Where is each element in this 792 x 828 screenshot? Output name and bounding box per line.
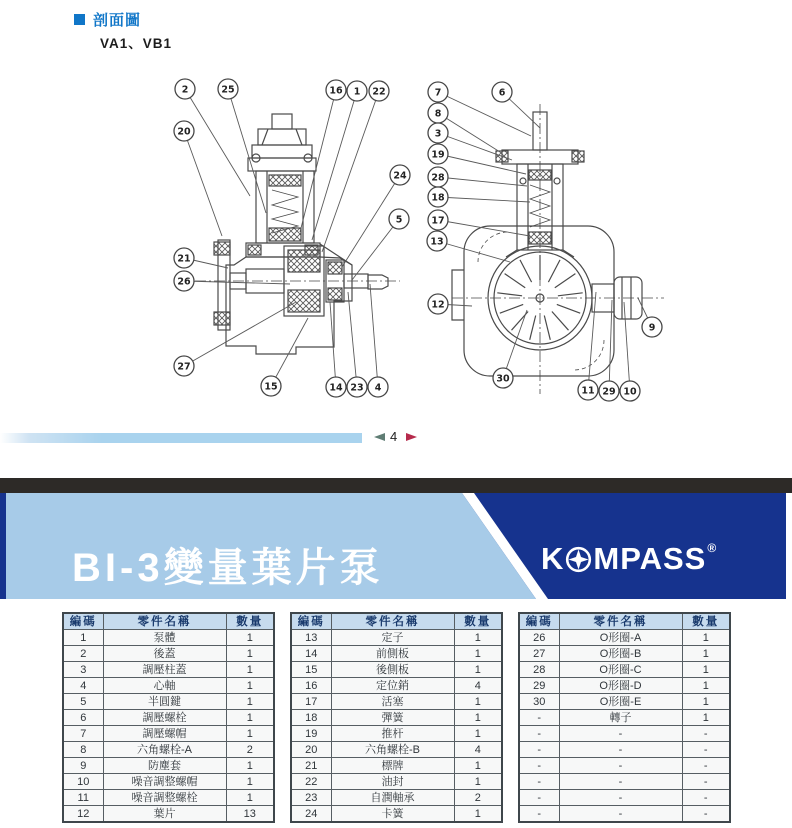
leader-line xyxy=(503,310,527,378)
column-header: 數量 xyxy=(226,613,274,630)
callout-number: 11 xyxy=(581,385,595,397)
table-row xyxy=(519,630,730,646)
table-cell: 1 xyxy=(682,646,730,662)
leader-line xyxy=(438,220,530,236)
table-cell: 調壓螺栓 xyxy=(103,710,226,726)
vane-slot xyxy=(520,260,532,282)
table-cell: 17 xyxy=(291,694,331,710)
table-cell: 1 xyxy=(454,710,502,726)
table-cell: 調壓螺帽 xyxy=(103,726,226,742)
table-row xyxy=(63,662,274,678)
callout-number: 1 xyxy=(353,86,361,98)
model-subtitle: VA1、VB1 xyxy=(100,36,173,51)
table-row xyxy=(519,774,730,790)
leader-line xyxy=(322,91,379,252)
table-cell: 1 xyxy=(226,710,274,726)
prev-page-icon[interactable] xyxy=(374,433,385,441)
table-row xyxy=(291,726,502,742)
table-cell: 6 xyxy=(63,710,103,726)
table-row xyxy=(63,806,274,823)
brand-text-mpass: MPASS xyxy=(593,541,707,576)
table-cell: 後蓋 xyxy=(103,646,226,662)
callout-number: 14 xyxy=(329,382,343,394)
leader-line xyxy=(437,241,510,262)
vane-slot xyxy=(530,316,536,340)
table-row xyxy=(63,710,274,726)
callout-number: 20 xyxy=(177,126,191,138)
section-divider xyxy=(0,478,792,493)
table-row xyxy=(519,790,730,806)
table-cell: 1 xyxy=(682,662,730,678)
table-row xyxy=(291,710,502,726)
table-row xyxy=(291,630,502,646)
callout-number: 9 xyxy=(648,322,656,334)
table-cell: 20 xyxy=(291,742,331,758)
table-row xyxy=(63,790,274,806)
table-cell: - xyxy=(519,710,559,726)
table-row xyxy=(519,646,730,662)
table-cell: - xyxy=(519,790,559,806)
table-cell: 10 xyxy=(63,774,103,790)
column-header: 零件名稱 xyxy=(331,613,454,630)
table-cell: 4 xyxy=(454,742,502,758)
table-cell: - xyxy=(559,726,682,742)
table-cell: 4 xyxy=(454,678,502,694)
leader-line xyxy=(438,177,527,186)
table-row xyxy=(63,630,274,646)
table-cell: O形圈-E xyxy=(559,694,682,710)
table-cell: 21 xyxy=(291,758,331,774)
callout-number: 19 xyxy=(431,149,445,161)
table-cell: 1 xyxy=(454,646,502,662)
vane-slot xyxy=(555,274,576,288)
table-cell: 19 xyxy=(291,726,331,742)
table-cell: 1 xyxy=(63,630,103,646)
model-title: BI-3變量葉片泵 xyxy=(72,546,384,590)
callout-number: 30 xyxy=(496,373,510,385)
table-row xyxy=(63,678,274,694)
table-cell: 彈簧 xyxy=(331,710,454,726)
table-row xyxy=(291,806,502,823)
table-cell: 噪音調整螺帽 xyxy=(103,774,226,790)
table-cell: - xyxy=(559,774,682,790)
callout-number: 17 xyxy=(431,215,445,227)
table-cell: 15 xyxy=(291,662,331,678)
table-cell: - xyxy=(682,774,730,790)
table-cell: O形圈-D xyxy=(559,678,682,694)
table-cell: 26 xyxy=(519,630,559,646)
callout-number: 29 xyxy=(602,386,616,398)
table-cell: 1 xyxy=(226,646,274,662)
callout-number: 24 xyxy=(393,170,407,182)
callout-number: 16 xyxy=(329,85,343,97)
table-row xyxy=(291,694,502,710)
table-row xyxy=(291,646,502,662)
vane-slot xyxy=(497,293,522,296)
leader-line xyxy=(330,302,336,387)
table-row xyxy=(519,758,730,774)
table-cell: 1 xyxy=(454,806,502,823)
compass-icon xyxy=(565,546,592,573)
callout-number: 12 xyxy=(431,299,445,311)
table-row xyxy=(63,758,274,774)
table-row xyxy=(519,662,730,678)
table-cell: - xyxy=(559,758,682,774)
table-cell: 7 xyxy=(63,726,103,742)
table-cell: 1 xyxy=(682,630,730,646)
table-cell: - xyxy=(559,806,682,823)
table-row xyxy=(291,774,502,790)
parts-table-2 xyxy=(290,612,503,823)
table-cell: 1 xyxy=(226,758,274,774)
header-row xyxy=(291,613,502,630)
table-cell: - xyxy=(519,758,559,774)
table-row xyxy=(519,678,730,694)
header-row xyxy=(519,613,730,630)
table-cell: 4 xyxy=(63,678,103,694)
table-cell: 1 xyxy=(226,790,274,806)
table-cell: 半圓鍵 xyxy=(103,694,226,710)
callout-number: 2 xyxy=(181,84,189,96)
callout-number: 8 xyxy=(434,108,442,120)
table-cell: 前側板 xyxy=(331,646,454,662)
callout-number: 7 xyxy=(434,87,442,99)
table-cell: 27 xyxy=(519,646,559,662)
section-title: 剖面圖 xyxy=(93,12,142,29)
table-cell: - xyxy=(559,790,682,806)
callout-number: 3 xyxy=(434,128,442,140)
table-cell: 16 xyxy=(291,678,331,694)
table-row xyxy=(63,774,274,790)
table-row xyxy=(63,694,274,710)
table-row xyxy=(291,790,502,806)
table-cell: 8 xyxy=(63,742,103,758)
table-cell: 1 xyxy=(226,774,274,790)
table-cell: 5 xyxy=(63,694,103,710)
table-cell: 油封 xyxy=(331,774,454,790)
table-cell: 29 xyxy=(519,678,559,694)
table-cell: - xyxy=(682,790,730,806)
leader-line xyxy=(370,284,378,387)
leader-line xyxy=(184,281,290,284)
table-row xyxy=(519,806,730,823)
callout-number: 28 xyxy=(431,172,445,184)
table-cell: 12 xyxy=(63,806,103,823)
table-cell: - xyxy=(559,742,682,758)
parts-table-1 xyxy=(62,612,275,823)
table-cell: 心軸 xyxy=(103,678,226,694)
column-header: 編碼 xyxy=(291,613,331,630)
leader-line xyxy=(184,131,222,236)
callout-number: 21 xyxy=(177,253,191,265)
leader-line xyxy=(184,302,296,366)
column-header: 編碼 xyxy=(63,613,103,630)
table-row xyxy=(63,646,274,662)
table-row xyxy=(519,694,730,710)
callout-number: 23 xyxy=(350,382,364,394)
table-cell: 1 xyxy=(226,662,274,678)
vane-slot xyxy=(548,260,560,282)
table-cell: 後側板 xyxy=(331,662,454,678)
table-cell: 推杆 xyxy=(331,726,454,742)
leader-line xyxy=(185,89,250,196)
table-cell: 轉子 xyxy=(559,710,682,726)
table-cell: 1 xyxy=(226,630,274,646)
brand-text-k: K xyxy=(541,541,565,576)
table-cell: 18 xyxy=(291,710,331,726)
vane-slot xyxy=(500,304,523,313)
table-cell: 1 xyxy=(454,774,502,790)
callout-number: 18 xyxy=(431,192,445,204)
table-cell: 11 xyxy=(63,790,103,806)
brand-logo xyxy=(541,541,716,577)
table-cell: 六角螺栓-A xyxy=(103,742,226,758)
table-row xyxy=(63,742,274,758)
callout-number: 5 xyxy=(395,214,403,226)
table-cell: - xyxy=(519,742,559,758)
column-header: 零件名稱 xyxy=(559,613,682,630)
leader-line xyxy=(438,197,530,202)
table-cell: 自潤軸承 xyxy=(331,790,454,806)
table-cell: 1 xyxy=(454,694,502,710)
column-header: 數量 xyxy=(682,613,730,630)
table-cell: 28 xyxy=(519,662,559,678)
next-page-icon[interactable] xyxy=(406,433,417,441)
table-cell: 2 xyxy=(226,742,274,758)
table-cell: - xyxy=(519,774,559,790)
table-cell: 23 xyxy=(291,790,331,806)
vane-slot xyxy=(552,312,569,331)
table-cell: 1 xyxy=(226,694,274,710)
table-cell: 防塵套 xyxy=(103,758,226,774)
table-cell: 1 xyxy=(454,726,502,742)
table-cell: 13 xyxy=(291,630,331,646)
table-cell: 24 xyxy=(291,806,331,823)
vane-slot xyxy=(557,304,580,313)
leader-line xyxy=(438,133,512,160)
vane-slot xyxy=(558,293,583,296)
table-cell: 定子 xyxy=(331,630,454,646)
table-row xyxy=(291,742,502,758)
leader-line xyxy=(352,219,399,280)
vane-slot xyxy=(544,316,550,340)
table-cell: 定位銷 xyxy=(331,678,454,694)
table-row xyxy=(519,742,730,758)
table-cell: 六角螺栓-B xyxy=(331,742,454,758)
table-row xyxy=(291,758,502,774)
table-cell: - xyxy=(682,742,730,758)
leader-line xyxy=(609,300,612,391)
table-row xyxy=(519,710,730,726)
table-cell: 1 xyxy=(682,710,730,726)
table-row xyxy=(519,726,730,742)
column-header: 數量 xyxy=(454,613,502,630)
left-diagram xyxy=(176,114,400,354)
callout-number: 15 xyxy=(264,381,278,393)
vane-slot xyxy=(505,274,526,288)
callout-number: 13 xyxy=(430,236,444,248)
registered-mark: ® xyxy=(707,541,718,555)
leader-line xyxy=(271,318,308,386)
leader-line xyxy=(228,89,266,213)
table-cell: 1 xyxy=(454,662,502,678)
table-cell: 標牌 xyxy=(331,758,454,774)
table-row xyxy=(291,678,502,694)
table-cell: - xyxy=(682,726,730,742)
callout-number: 27 xyxy=(177,361,191,373)
table-cell: O形圈-A xyxy=(559,630,682,646)
table-cell: 葉片 xyxy=(103,806,226,823)
callout-number: 4 xyxy=(374,382,382,394)
table-cell: 30 xyxy=(519,694,559,710)
header-row xyxy=(63,613,274,630)
table-row xyxy=(63,726,274,742)
table-cell: 14 xyxy=(291,646,331,662)
callout-number: 10 xyxy=(623,386,637,398)
table-cell: - xyxy=(682,758,730,774)
table-cell: 13 xyxy=(226,806,274,823)
table-cell: O形圈-C xyxy=(559,662,682,678)
leader-line xyxy=(624,302,630,391)
table-cell: - xyxy=(519,726,559,742)
table-cell: 22 xyxy=(291,774,331,790)
pager-bar xyxy=(0,433,362,443)
table-cell: - xyxy=(519,806,559,823)
table-cell: 1 xyxy=(682,694,730,710)
table-cell: 1 xyxy=(454,630,502,646)
leader-line xyxy=(438,92,531,136)
table-cell: 調壓柱蓋 xyxy=(103,662,226,678)
table-cell: 9 xyxy=(63,758,103,774)
table-cell: 泵體 xyxy=(103,630,226,646)
table-cell: 3 xyxy=(63,662,103,678)
callout-number: 6 xyxy=(498,87,506,99)
callout-number: 25 xyxy=(221,84,235,96)
table-cell: 1 xyxy=(682,678,730,694)
table-row xyxy=(291,662,502,678)
table-cell: 卡簧 xyxy=(331,806,454,823)
table-cell: 1 xyxy=(226,726,274,742)
leader-line xyxy=(348,292,357,387)
table-cell: - xyxy=(682,806,730,823)
table-cell: 2 xyxy=(454,790,502,806)
column-header: 零件名稱 xyxy=(103,613,226,630)
table-cell: 1 xyxy=(226,678,274,694)
page-number: 4 xyxy=(390,429,398,444)
table-cell: O形圈-B xyxy=(559,646,682,662)
parts-table-3 xyxy=(518,612,731,823)
column-header: 編碼 xyxy=(519,613,559,630)
table-cell: 1 xyxy=(454,758,502,774)
callout-number: 22 xyxy=(372,86,386,98)
table-cell: 2 xyxy=(63,646,103,662)
table-cell: 噪音調整螺栓 xyxy=(103,790,226,806)
table-cell: 活塞 xyxy=(331,694,454,710)
callout-number: 26 xyxy=(177,276,191,288)
right-diagram xyxy=(452,104,664,394)
